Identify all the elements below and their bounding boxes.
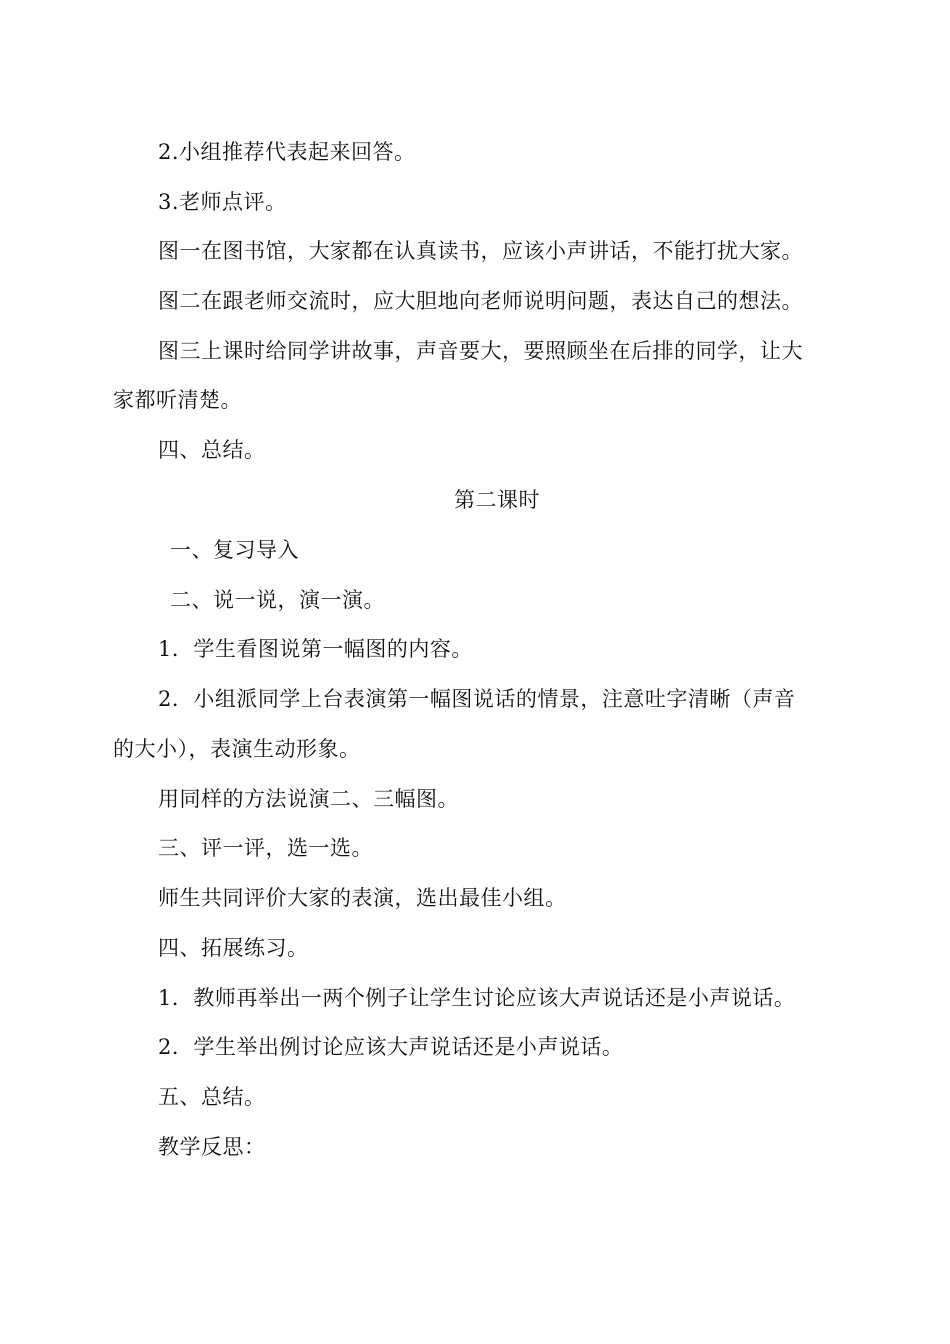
heading-extend: 四、拓展练习。 bbox=[158, 936, 309, 960]
paragraph-look-say: 1．学生看图说第一幅图的内容。 bbox=[158, 637, 473, 661]
paragraph-same-method: 用同样的方法说演二、三幅图。 bbox=[158, 787, 459, 811]
paragraph-group-perform: 2．小组派同学上台表演第一幅图说话的情景，注意吐字清晰（声音 bbox=[158, 687, 796, 711]
heading-review: 一、复习导入 bbox=[170, 538, 299, 562]
heading-evaluate: 三、评一评，选一选。 bbox=[158, 836, 373, 860]
paragraph-extend-2: 2．学生举出例讨论应该大声说话还是小声说话。 bbox=[158, 1035, 624, 1059]
paragraph-picture-two: 图二在跟老师交流时，应大胆地向老师说明问题，表达自己的想法。 bbox=[158, 289, 803, 313]
paragraph-extend-1: 1．教师再举出一两个例子让学生讨论应该大声说话还是小声说话。 bbox=[158, 986, 796, 1010]
section-title: 第二课时 bbox=[454, 488, 540, 512]
paragraph-picture-three-cont: 家都听清楚。 bbox=[113, 388, 242, 412]
heading-summary-2: 五、总结。 bbox=[158, 1085, 266, 1109]
paragraph-picture-three: 图三上课时给同学讲故事，声音要大，要照顾坐在后排的同学，让大 bbox=[158, 339, 803, 363]
paragraph-group-perform-cont: 的大小），表演生动形象。 bbox=[113, 737, 361, 761]
heading-reflection: 教学反思： bbox=[158, 1135, 266, 1159]
heading-summary-1: 四、总结。 bbox=[158, 438, 266, 462]
heading-say-act: 二、说一说，演一演。 bbox=[170, 588, 385, 612]
paragraph-picture-one: 图一在图书馆，大家都在认真读书，应该小声讲话，不能打扰大家。 bbox=[158, 239, 803, 263]
paragraph-teacher-comment: 3.老师点评。 bbox=[158, 190, 287, 214]
paragraph-group-recommend: 2.小组推荐代表起来回答。 bbox=[158, 140, 416, 164]
paragraph-evaluate: 师生共同评价大家的表演，选出最佳小组。 bbox=[158, 886, 567, 910]
